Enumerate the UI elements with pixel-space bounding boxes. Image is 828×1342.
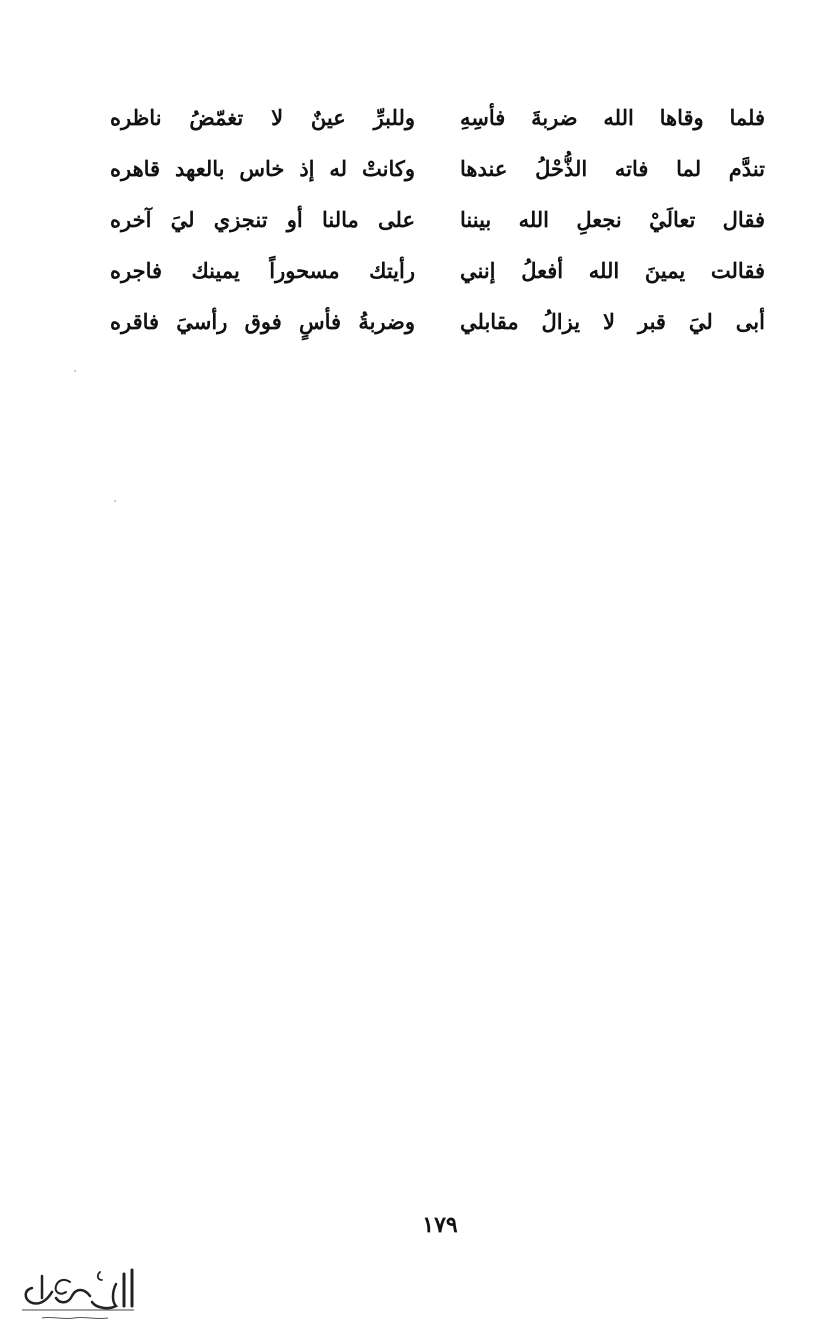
- calligraphy-stamp-logo: [12, 1262, 140, 1332]
- verse-second-hemistich: رأيتك مسحوراً يمينك فاجره: [110, 258, 415, 283]
- verse-first-hemistich: أبى ليَ قبر لا يزالُ مقابلي: [460, 309, 765, 334]
- verse-first-hemistich: فلما وقاها الله ضربةَ فأسِهِ: [460, 105, 765, 130]
- verse: [110, 249, 765, 300]
- verse-second-hemistich: وكانتْ له إذ خاس بالعهد قاهره: [110, 156, 415, 181]
- scan-speck: [74, 370, 76, 372]
- verse-second-hemistich: وللبرِّ عينٌ لا تغمّضُ ناظره: [110, 105, 415, 130]
- verse: [110, 300, 765, 351]
- verse-first-hemistich: فقال تعالَيْ نجعلِ الله بيننا: [460, 207, 765, 232]
- page-number: ١٧٩: [422, 1212, 458, 1238]
- verse: [110, 147, 765, 198]
- verse: [110, 198, 765, 249]
- verse-first-hemistich: فقالت يمينَ الله أفعلُ إنني: [460, 258, 765, 283]
- poem: [110, 96, 765, 351]
- verse-second-hemistich: على مالنا أو تنجزي ليَ آخره: [110, 207, 415, 232]
- scan-speck: [114, 500, 116, 502]
- verse-first-hemistich: تندَّم لما فاته الذُّحْلُ عندها: [460, 156, 765, 181]
- verse-second-hemistich: وضربةُ فأسٍ فوق رأسيَ فاقره: [110, 309, 415, 334]
- verse: [110, 96, 765, 147]
